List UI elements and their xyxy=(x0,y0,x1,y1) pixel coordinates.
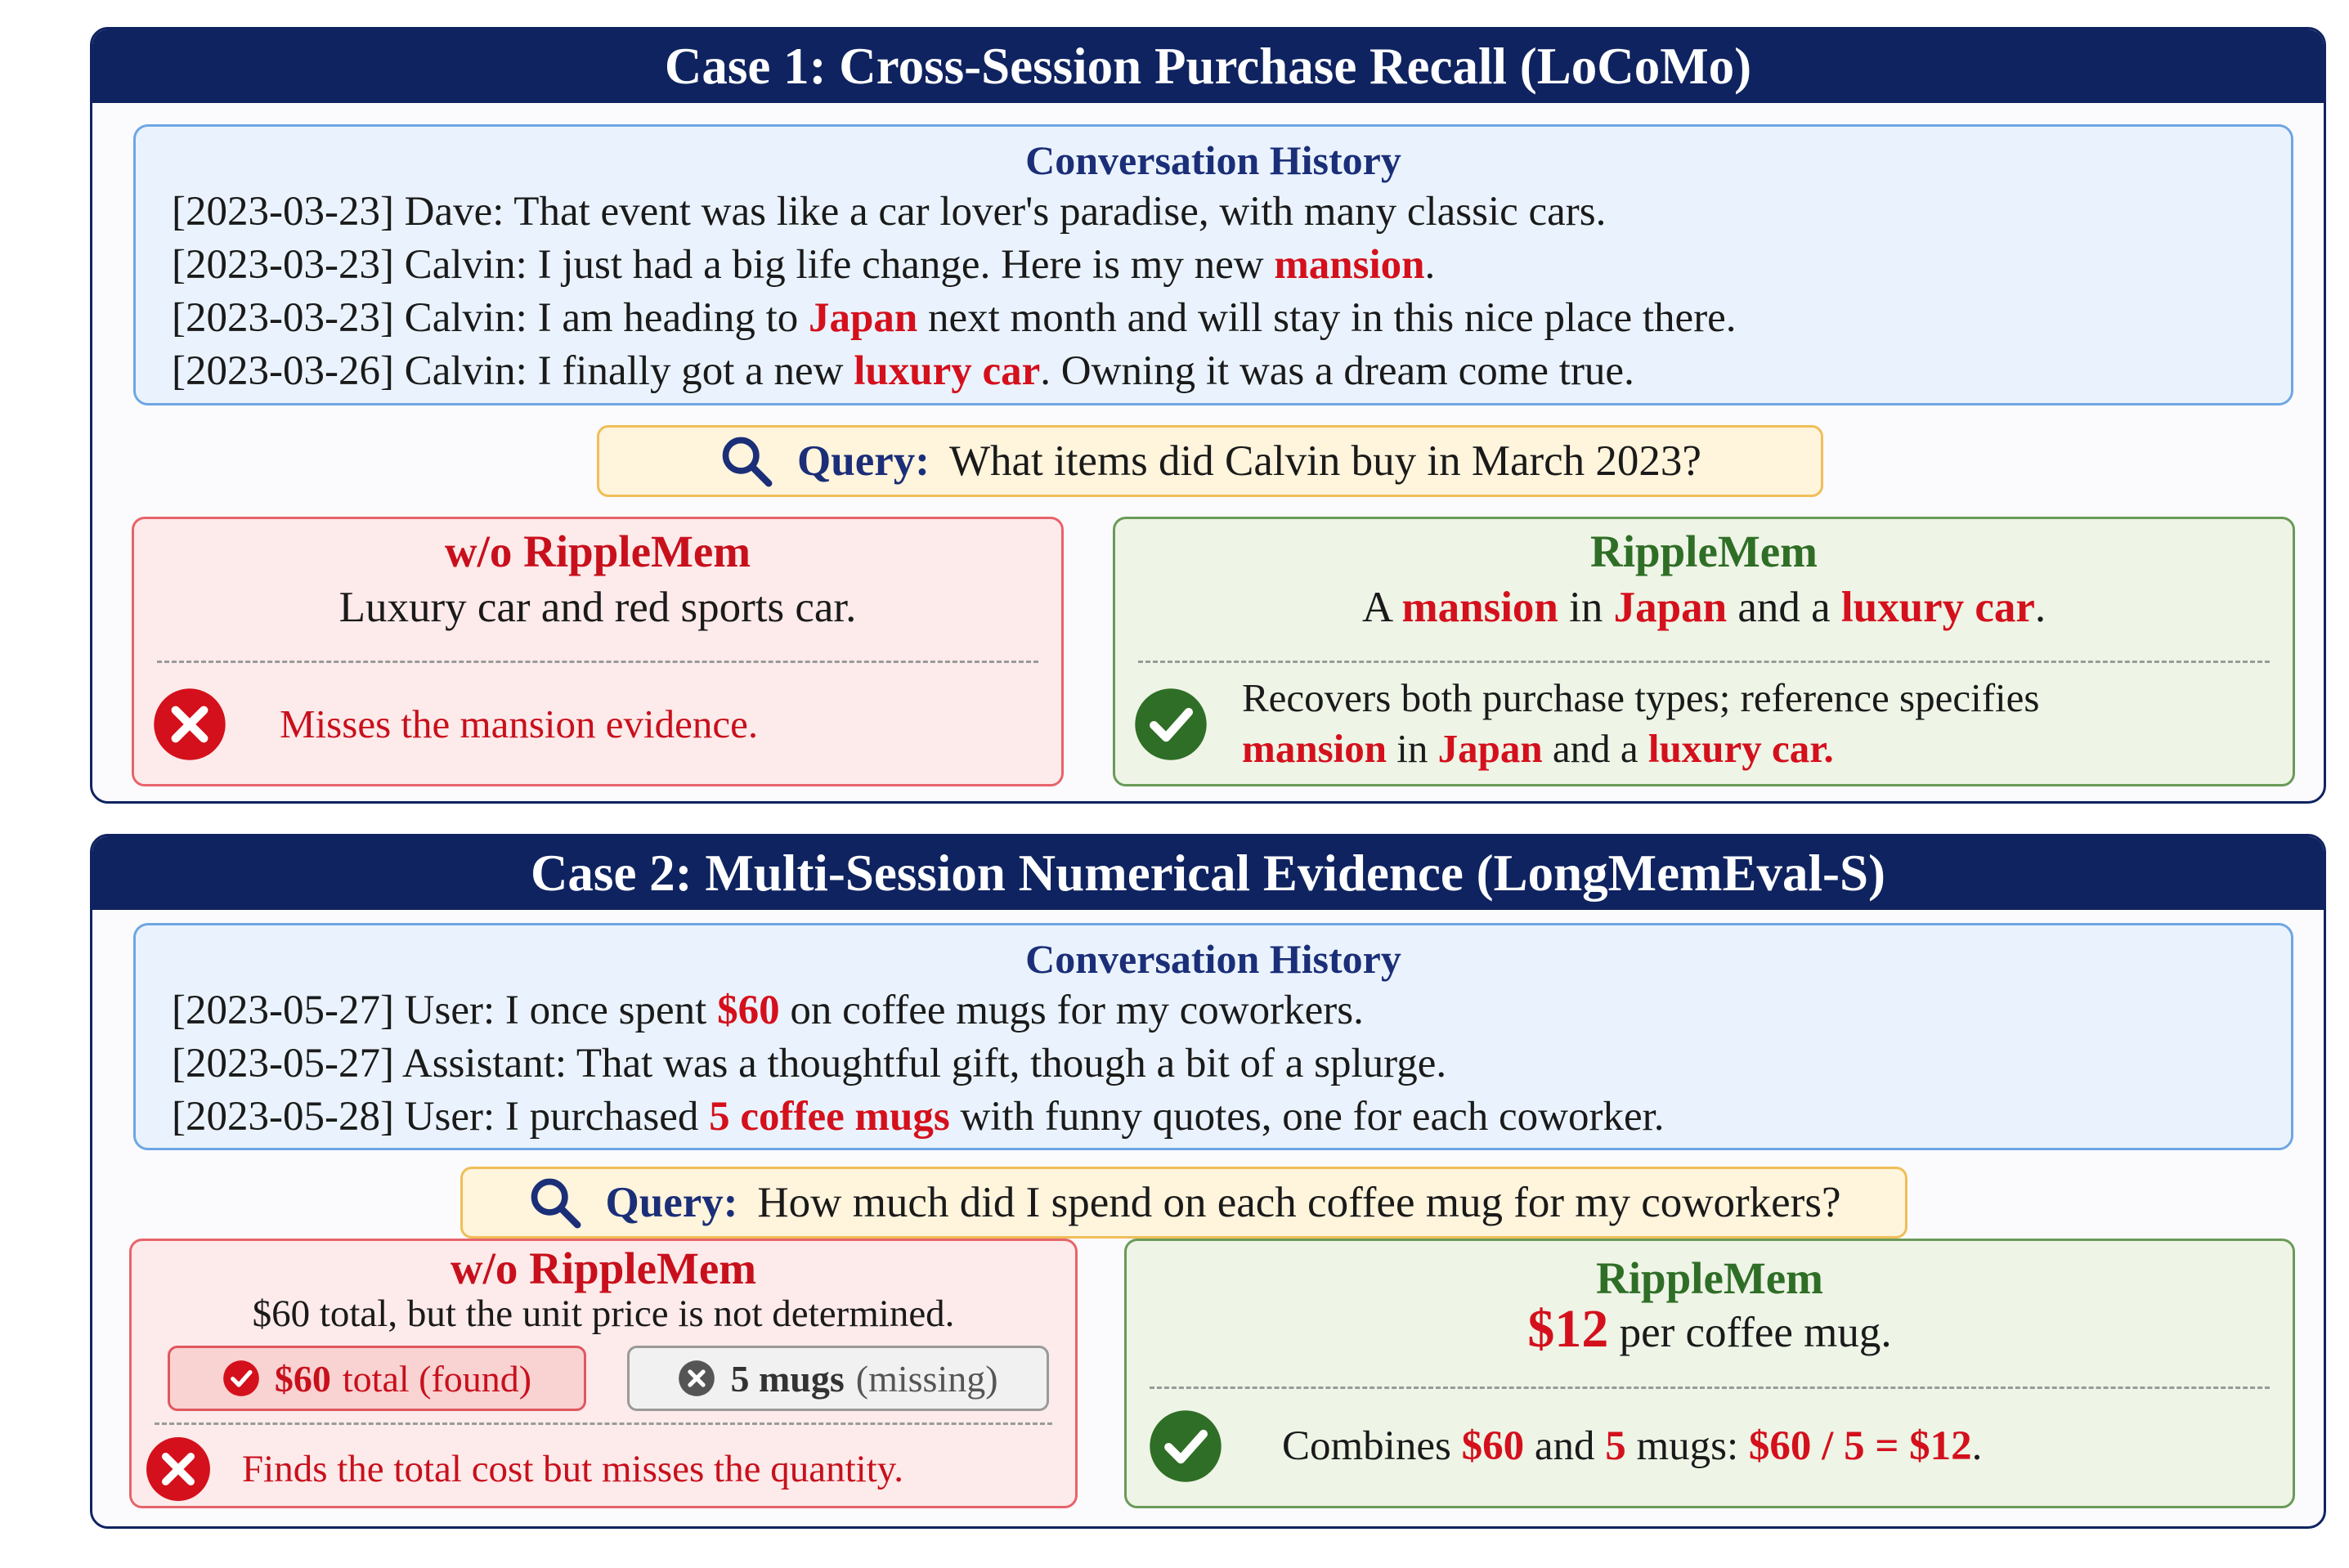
text-segment: in xyxy=(1387,726,1438,771)
x-circle-icon xyxy=(152,687,227,762)
chip-value: 5 mugs xyxy=(730,1357,845,1400)
text-segment: . Owning it was a dream come true. xyxy=(1040,348,1634,394)
panel-note xyxy=(1242,673,2039,774)
history-line xyxy=(172,292,2291,345)
panel-answer xyxy=(1115,583,2293,632)
text-segment: A xyxy=(1361,584,1402,631)
history-title: Conversation History xyxy=(1025,137,1401,183)
text-segment: and a xyxy=(1727,584,1841,631)
history-line xyxy=(172,1091,2291,1144)
dashed-divider xyxy=(155,1422,1052,1425)
chip-status: total (found) xyxy=(342,1357,532,1400)
panel-title: RippleMem xyxy=(1595,1253,1823,1303)
text-segment: next month and will stay in this nice place there. xyxy=(917,295,1737,341)
history-line xyxy=(172,345,2291,398)
panel-title: w/o RippleMem xyxy=(444,526,751,576)
panel-title: w/o RippleMem xyxy=(450,1243,757,1293)
highlighted-evidence: Japan xyxy=(1613,584,1728,631)
history-lines xyxy=(136,186,2291,398)
highlighted-evidence: mansion xyxy=(1401,584,1558,631)
check-circle-icon xyxy=(1133,687,1208,762)
missing-evidence-chip xyxy=(627,1346,1049,1411)
dashed-divider xyxy=(157,661,1038,663)
case-1-card xyxy=(90,27,2326,804)
case-title: Case 2: Multi-Session Numerical Evidence (LongMemEval-S) xyxy=(92,836,2324,910)
case-title: Case 1: Cross-Session Purchase Recall (LoCoMo) xyxy=(92,29,2324,103)
text-segment: [2023-03-23] Calvin: I just had a big life change. Here is my new xyxy=(172,242,1275,288)
text-segment: [2023-03-26] Calvin: I finally got a new xyxy=(172,348,854,394)
note-line-2 xyxy=(1242,724,2039,774)
highlighted-evidence: 5 coffee mugs xyxy=(709,1094,950,1140)
highlighted-evidence: $60 xyxy=(717,988,780,1033)
note-line-1: Recovers both purchase types; reference specifies xyxy=(1242,675,2040,720)
panel-note: Finds the total cost but misses the quantity. xyxy=(242,1448,903,1490)
panel-note: Misses the mansion evidence. xyxy=(280,701,759,746)
chip-status: (missing) xyxy=(855,1357,998,1400)
ripplemem-panel xyxy=(1124,1239,2295,1508)
text-segment: . xyxy=(2034,584,2046,631)
check-circle-icon xyxy=(222,1360,260,1397)
text-segment: Combines xyxy=(1282,1423,1462,1469)
query-text: How much did I spend on each coffee mug for my coworkers? xyxy=(757,1179,1841,1226)
text-segment: [2023-03-23] Dave: That event was like a car lover's paradise, with many classic cars. xyxy=(172,189,1607,235)
highlighted-evidence: luxury car. xyxy=(1647,726,1834,771)
query-label: Query: xyxy=(797,437,930,485)
highlighted-evidence: $12 xyxy=(1527,1299,1609,1359)
without-ripplemem-panel xyxy=(129,1239,1078,1508)
text-segment: and a xyxy=(1542,726,1648,771)
text-segment: per coffee mug. xyxy=(1608,1309,1892,1356)
check-circle-icon xyxy=(1148,1409,1223,1484)
dashed-divider xyxy=(1138,661,2270,663)
text-segment: mugs: xyxy=(1625,1423,1749,1469)
text-segment: and xyxy=(1524,1423,1606,1469)
panel-answer: Luxury car and red sports car. xyxy=(338,584,857,631)
panel-answer: $60 total, but the unit price is not determined. xyxy=(252,1292,955,1335)
text-segment: [2023-03-23] Calvin: I am heading to xyxy=(172,295,809,341)
panel-answer xyxy=(1127,1298,2293,1360)
conversation-history-box xyxy=(133,124,2293,405)
panel-title: RippleMem xyxy=(1589,526,1818,576)
x-circle-icon xyxy=(145,1436,212,1503)
highlighted-evidence: mansion xyxy=(1274,242,1425,288)
ripplemem-panel xyxy=(1113,517,2295,786)
history-line xyxy=(172,186,2291,239)
text-segment: on coffee mugs for my coworkers. xyxy=(779,988,1364,1033)
text-segment: . xyxy=(1424,242,1436,288)
history-line xyxy=(172,239,2291,292)
chip-value: $60 xyxy=(274,1357,331,1400)
highlighted-evidence: 5 xyxy=(1605,1423,1626,1469)
text-segment: [2023-05-27] Assistant: That was a thoughtful gift, though a bit of a splurge. xyxy=(172,1041,1447,1086)
query-box xyxy=(597,425,1823,497)
text-segment: [2023-05-28] User: I purchased xyxy=(172,1094,710,1140)
highlighted-evidence: $60 xyxy=(1461,1423,1525,1469)
x-circle-icon xyxy=(678,1360,715,1397)
dashed-divider xyxy=(1150,1387,2270,1389)
highlighted-evidence: mansion xyxy=(1242,726,1387,771)
highlighted-evidence: Japan xyxy=(1437,726,1543,771)
search-icon xyxy=(719,433,774,489)
history-title: Conversation History xyxy=(1025,936,1401,982)
found-evidence-chip xyxy=(168,1346,586,1411)
query-label: Query: xyxy=(605,1179,738,1226)
case-2-card xyxy=(90,834,2326,1529)
without-ripplemem-panel xyxy=(132,517,1064,786)
history-lines xyxy=(136,984,2291,1144)
text-segment: [2023-05-27] User: I once spent xyxy=(172,988,718,1033)
highlighted-evidence: luxury car xyxy=(854,348,1041,394)
history-line xyxy=(172,984,2291,1037)
text-segment: with funny quotes, one for each coworker. xyxy=(949,1094,1665,1140)
highlighted-evidence: Japan xyxy=(809,295,918,341)
text-segment: . xyxy=(1971,1423,1983,1469)
conversation-history-box xyxy=(133,923,2293,1150)
search-icon xyxy=(527,1175,583,1230)
panel-note xyxy=(1282,1421,1982,1472)
query-text: What items did Calvin buy in March 2023? xyxy=(948,437,1701,485)
highlighted-evidence: luxury car xyxy=(1840,584,2035,631)
highlighted-evidence: $60 / 5 = $12 xyxy=(1748,1423,1972,1469)
query-box xyxy=(460,1167,1907,1239)
history-line xyxy=(172,1037,2291,1091)
text-segment: in xyxy=(1558,584,1614,631)
